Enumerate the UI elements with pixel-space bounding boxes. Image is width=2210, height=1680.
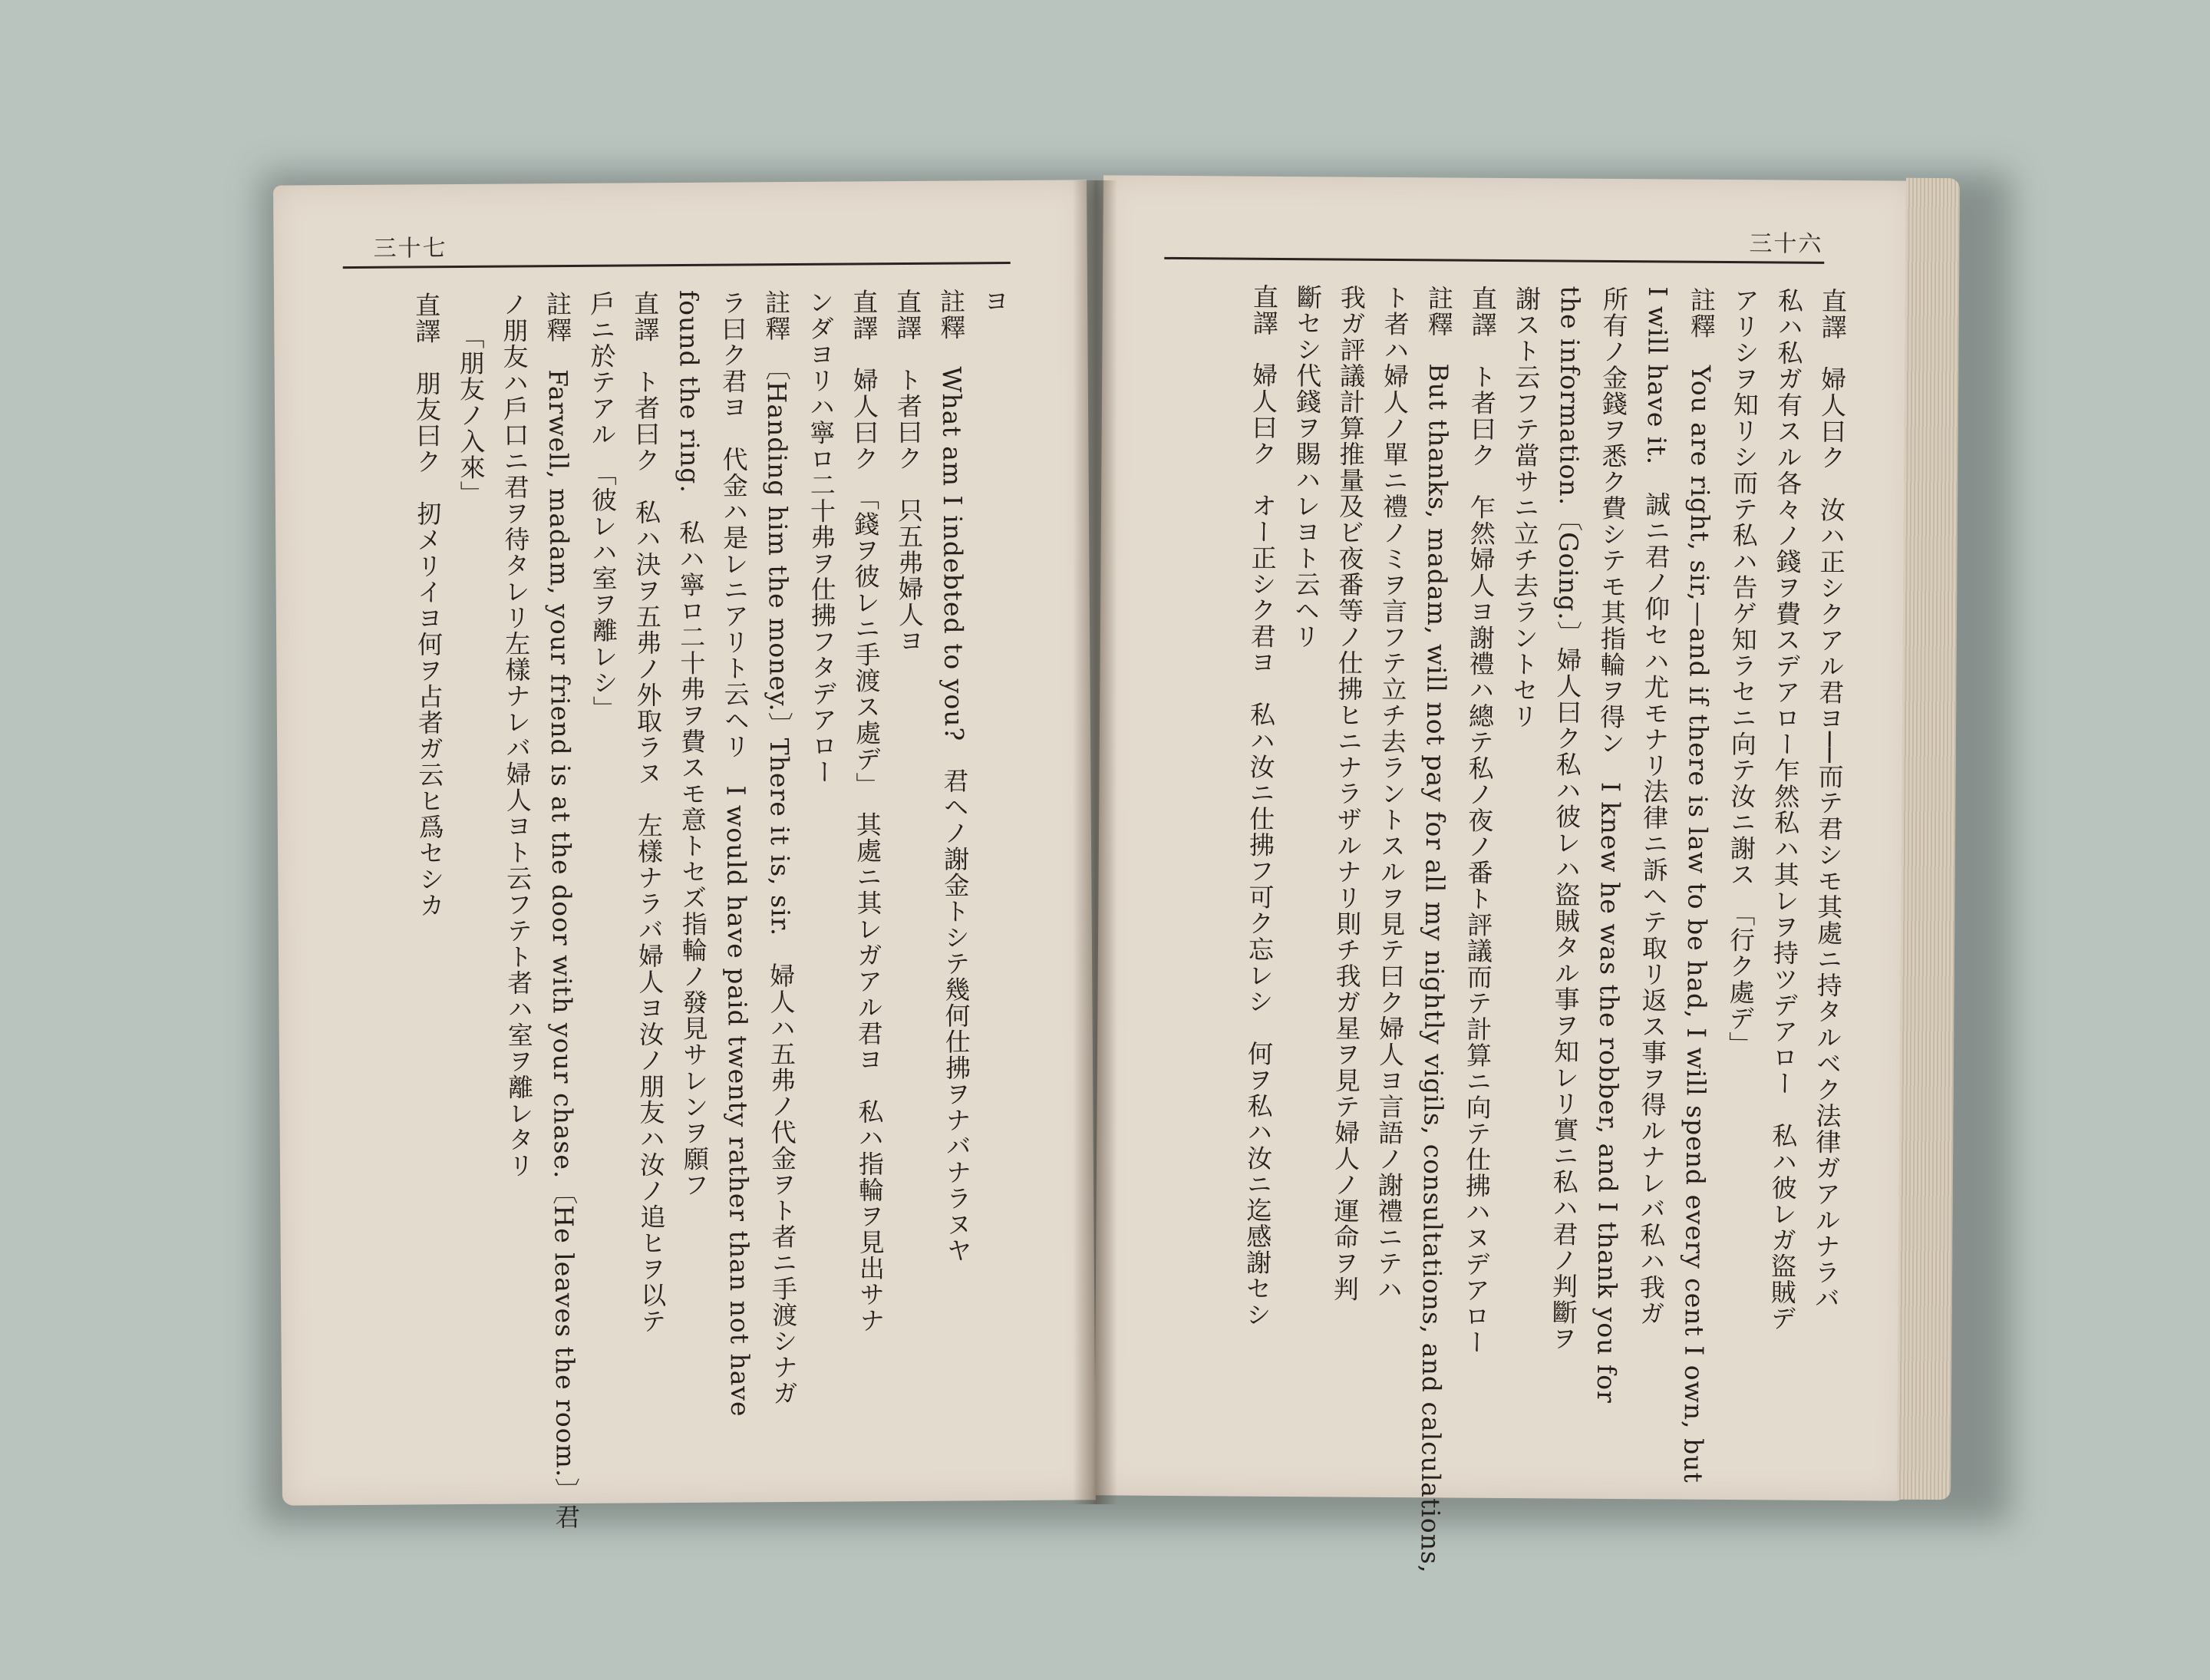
left-page-text — [341, 288, 1024, 1530]
text-line: 直譯 ト者曰ク 只五弗婦人ヨ — [892, 288, 925, 655]
right-page-text — [1156, 283, 1855, 1574]
text-line: 直譯 婦人曰ク 汝ハ正シクアル君ヨ──而テ君シモ其處ニ持タルベク法律ガアルナラバ — [1810, 287, 1849, 1312]
book-gutter — [1073, 180, 1117, 1504]
text-line: ラ曰ク君ヨ 代金ハ是レニアリト云ヘリ I would have paid twenty rather than not have — [717, 289, 756, 1418]
text-line: アリシヲ知リシ而テ私ハ告ゲ知ラセニ向テ汝ニ謝ス 「行ク處デ」 — [1725, 287, 1761, 1058]
text-line: 直譯 婦人曰ク 「錢ヲ彼レニ手渡ス處デ」 其處ニ其レガアル君ヨ 私ハ指輪ヲ見出サナ — [848, 289, 886, 1334]
right-header-rule — [1164, 257, 1824, 264]
page-edges — [1897, 178, 1960, 1500]
text-line: 斷セシ代錢ヲ賜ハレヨト云ヘリ — [1290, 284, 1324, 650]
text-line: 我ガ評議計算推量及ビ夜番等ノ仕拂ヒニナラザルナリ則チ我ガ星ヲ見テ婦人ノ運命ヲ判 — [1329, 284, 1367, 1302]
text-line: the information.〔Going.〕婦人曰ク私ハ彼レハ盜賊タル事ヲ知レリ實ニ私ハ君ノ判斷ヲ — [1548, 286, 1586, 1352]
left-page — [273, 180, 1096, 1530]
text-line: ンダヨリハ寧ロ二十弗ヲ仕拂フタデアロー — [804, 289, 839, 785]
text-line: 直譯 ト者曰ク 私ハ決ヲ五弗ノ外取ラヌ 左樣ナラバ婦人ヨ汝ノ朋友ハ汝ノ追ヒヲ以テ — [629, 290, 668, 1335]
text-line: 註釋 〔Handing him the money.〕There it is, sir. 婦人ハ五弗ノ代金ヲト者ニ手渡シナガ — [760, 289, 800, 1407]
text-line: found the ring. 私ハ寧ロ二十弗ヲ費スモ意トセズ指輪ノ發見サレンヲ願フ — [673, 289, 711, 1198]
text-line: 註釋 You are right, sir,—and if there is law to be had, I will spend every cent I own, but — [1678, 286, 1717, 1484]
left-header-rule — [343, 262, 1011, 269]
text-line: 註釋 But thanks, madam, will not pay for all my nightly vigils, consultations, and calculations, — [1415, 285, 1455, 1574]
text-line: ヨ — [979, 288, 1011, 315]
text-line: 謝スト云フテ當サニ立チ去ラントセリ — [1508, 286, 1542, 730]
text-line: ノ朋友ハ戶口ニ君ヲ待タレリ左樣ナレバ婦人ヨト云フテト者ハ室ヲ離レタリ — [498, 291, 536, 1179]
text-line: 直譯 婦人曰ク オー正シク君ヨ 私ハ汝ニ仕拂フ可ク忘レシ 何ヲ私ハ汝ニ迄感謝セシ — [1242, 283, 1280, 1328]
text-line: 「朋友ノ入來」 — [455, 323, 487, 507]
right-page — [1094, 175, 1915, 1574]
text-line: 註釋 What am I indebted to you? 君ヘノ謝金トシテ幾何仕拂ヲナバナラヌヤ — [935, 288, 973, 1264]
text-line: 直譯 ト者曰ク 乍然婦人ヨ謝禮ハ總テ私ノ夜ノ番ト評議而テ計算ニ向テ仕拂ハヌデアロー — [1460, 285, 1499, 1355]
text-line: 戶ニ於テアル 「彼レハ室ヲ離レシ」 — [585, 290, 619, 722]
text-line: I will have it. 誠ニ君ノ仰セハ尤モナリ法律ニ訴ヘテ取リ返ス事ヲ得ルナレバ私ハ我ガ — [1635, 286, 1674, 1327]
text-line: 註釋 Farwell, madam, your friend is at the door with your chase.〔He leaves the room.〕君 — [542, 291, 582, 1530]
text-line: 所有ノ金錢ヲ悉ク費シテモ其指輪ヲ得ン I knew he was the robber, and I thank you for — [1591, 286, 1630, 1404]
text-line: 私ハ私ガ有スル各々ノ錢ヲ費スデアロー乍然私ハ其レヲ持ツデアロー 私ハ彼レガ盜賊デ — [1766, 287, 1805, 1332]
right-page-number: 三十六 — [1749, 230, 1823, 258]
left-page-number: 三十七 — [373, 235, 447, 262]
text-line: ト者ハ婦人ノ單ニ禮ノミヲ言フテ立チ去ラントスルヲ見テ曰ク婦人ヨ言語ノ謝禮ニテハ — [1373, 284, 1411, 1303]
text-line: 直譯 朋友曰ク 扨メリイヨ何ヲ占者ガ云ヒ爲セシカ — [411, 292, 446, 919]
